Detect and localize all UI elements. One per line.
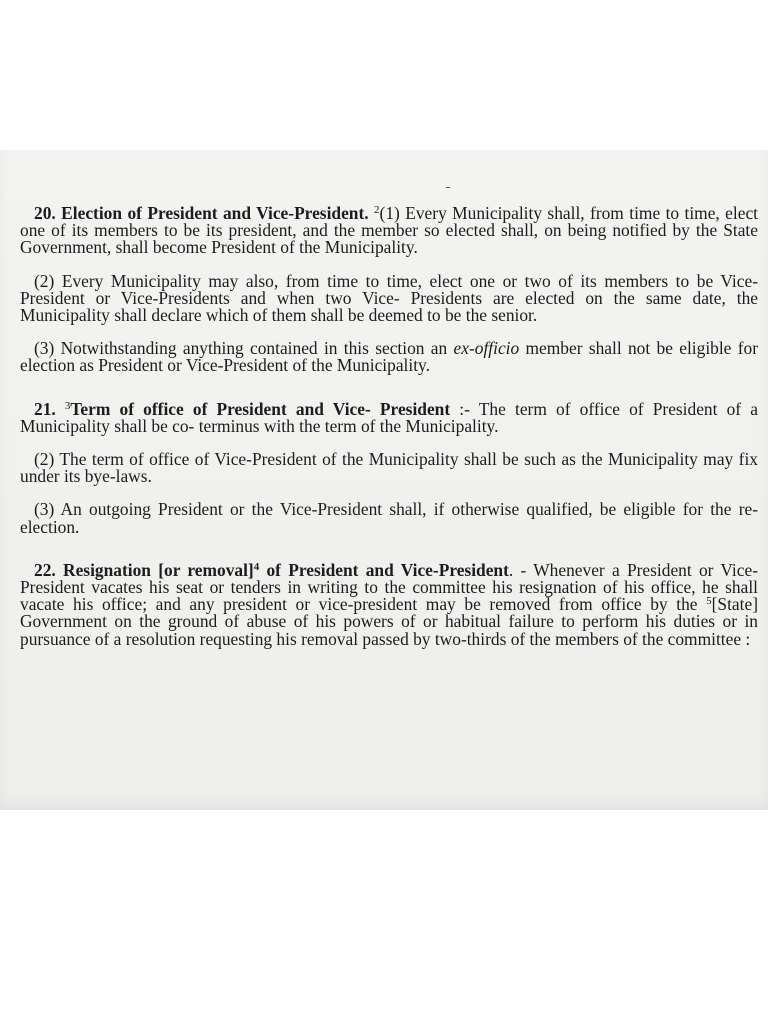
section-20-para-1: 20. Election of President and Vice-President. $^2$(1) Every Municipality shall, from time to time, elect one of its members to be its president, and the member so elected shall, on being notified by the State Government, shall become President of the Municipality. (20, 203, 758, 258)
statute-text (20, 205, 758, 648)
section-20-para-2: (2) Every Municipality may also, from time to time, elect one or two of its members to be Vice-President or Vice-Presidents and when two Vice- Presidents are elected on the same date, the Municipality shall declare which of them shall be deemed to be the senior. (20, 270, 758, 326)
footnote-ref-4: 4 (253, 560, 260, 573)
section-20-para-3: (3) Notwithstanding anything contained in this section an ex-officio member shall not be eligible for election as President or Vice-President of the Municipality. (20, 338, 758, 376)
footnote-ref-2: 2 (374, 204, 380, 216)
footnote-ref-5: 5 (706, 595, 712, 608)
section-21-para-1: 21. $^3$Term of office of President and Vice- President :- The term of office of President of a Municipality shall be co- terminus with the term of the Municipality. (20, 398, 758, 436)
section-21-para-3: (3) An outgoing President or the Vice-President shall, if otherwise qualified, be eligible for the re-election. (20, 499, 758, 537)
section-22-heading: 22. Resignation [or removal]$^4$ of President and Vice-President (34, 559, 509, 580)
section-21-number: 21. (34, 398, 56, 419)
section-21-heading: Term of office of President and Vice- President (70, 398, 451, 419)
footnote-ref-3: 3 (64, 399, 71, 412)
ex-officio-term: ex-officio (453, 338, 520, 359)
flyspeck-mark (446, 187, 450, 188)
section-21-para-2: (2) The term of office of Vice-President of the Municipality shall be such as the Municipality may fix under its bye-laws. (20, 449, 758, 487)
section-22-para-1: 22. Resignation [or removal]$^4$ of President and Vice-President. - Whenever a President or Vice-President vacates his seat or tenders in writing to the committee his resignation of his office, he shall vacate his office; and any president or vice-president may be removed from office by the $^5$[State] Government on the ground of abuse of his powers of or habitual failure to perform his duties or in pursuance of a resolution requesting his removal passed by two-thirds of the members of the committee : (20, 559, 758, 649)
section-20-heading: 20. Election of President and Vice-President. (34, 203, 369, 223)
